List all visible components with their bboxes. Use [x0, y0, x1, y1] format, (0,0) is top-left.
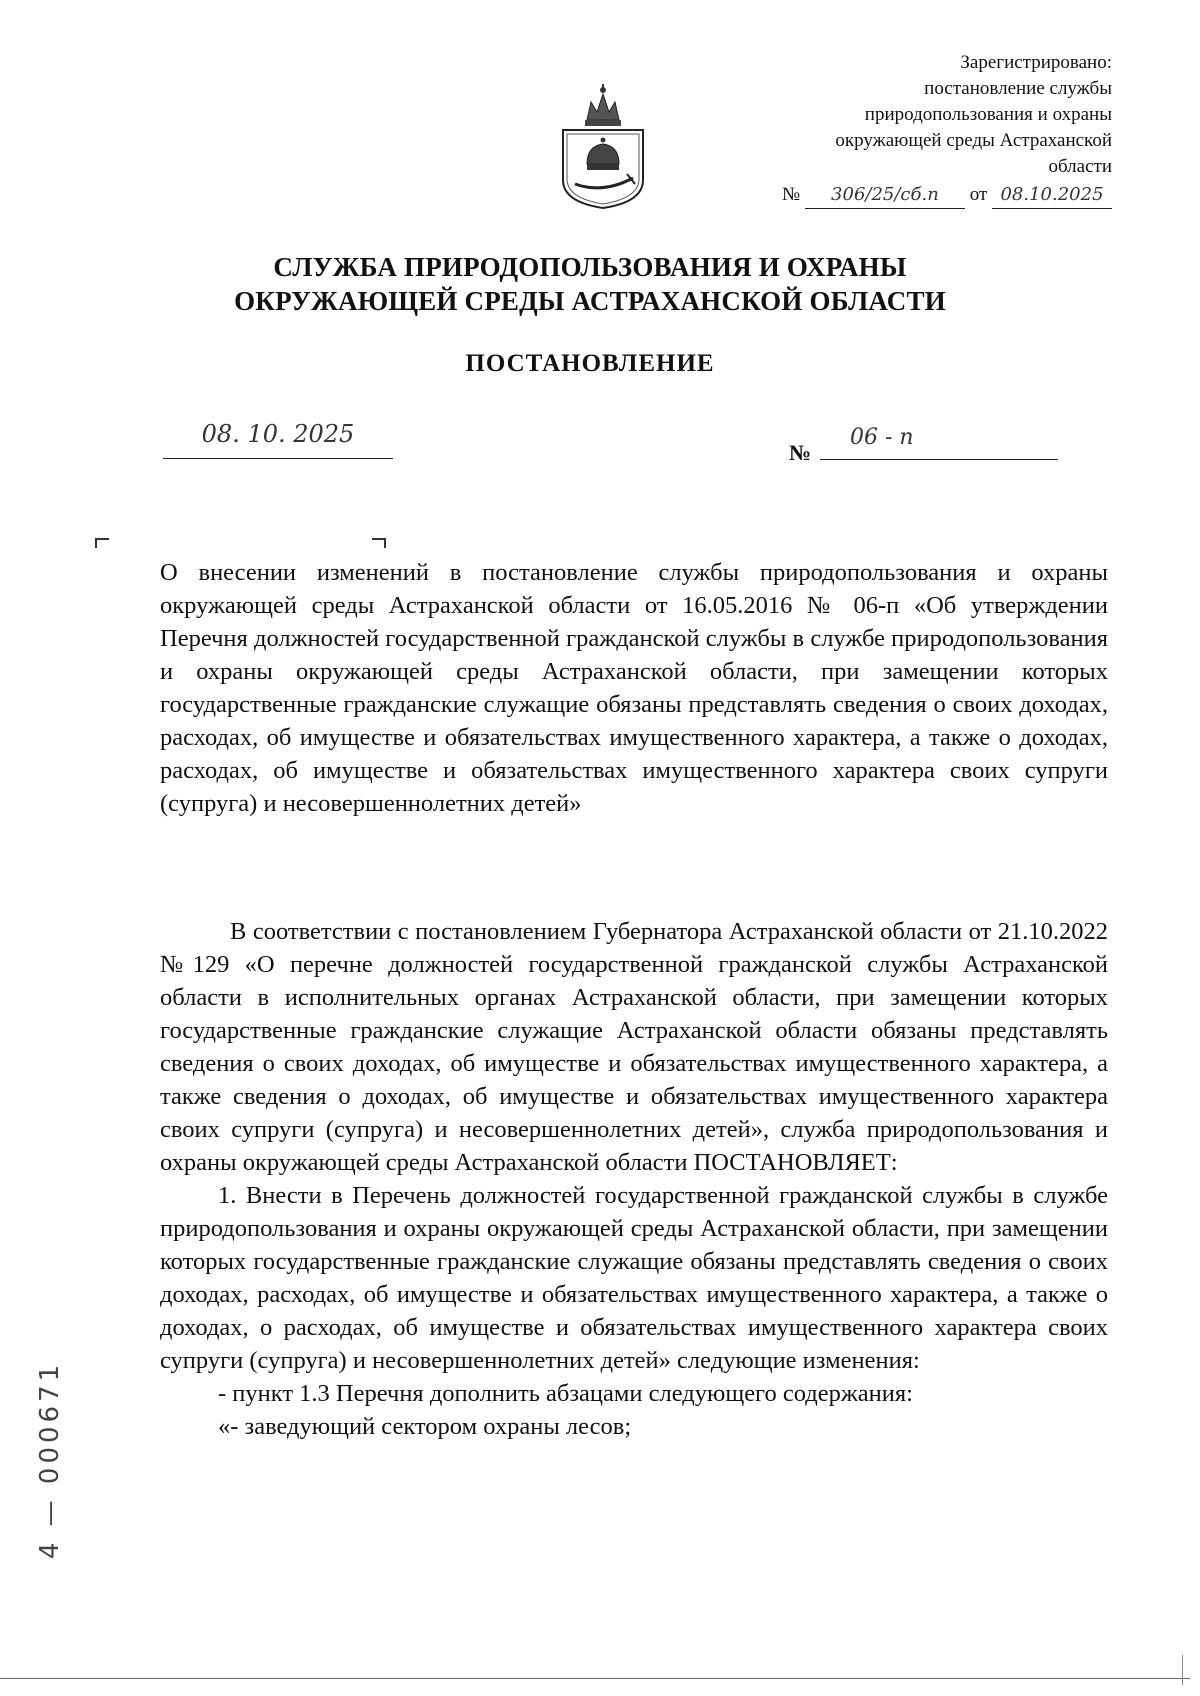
registration-line: Зарегистрировано:: [960, 52, 1112, 73]
subject-text: О внесении изменений в постановление службы природопользования и охраны окружающей среды Астраханской области от 16.05.2016 № 06-п «Об утверждении Перечня должностей государственной гражданской службы в службе природопользования и охраны окружающей среды Астраханской области, при замещении которых государственные гражданские служащие обязаны представлять сведения о своих доходах, расходах, об имуществе и обязательствах имущественного характера, а также о доходах, расходах, об имуществе и обязательствах имущественного характера своих супруги (супруга) и несовершеннолетних детей»: [160, 559, 1108, 817]
list-item: - пункт 1.3 Перечня дополнить абзацами следующего содержания:: [218, 1380, 913, 1407]
registration-line: области: [1048, 156, 1112, 177]
organization-title-line2: ОКРУЖАЮЩЕЙ СРЕДЫ АСТРАХАНСКОЙ ОБЛАСТИ: [234, 286, 946, 316]
registration-number-value: 306/25/сб.п: [805, 182, 965, 209]
document-subject: [160, 556, 1108, 820]
registration-line: природопользования и охраны: [864, 104, 1112, 125]
side-stamp-number: [30, 1330, 70, 1590]
document-date: 08. 10. 2025: [163, 420, 393, 459]
registration-date-prefix: от: [969, 184, 988, 205]
document-number-label: №: [789, 440, 812, 465]
right-scan-tick: [1182, 1655, 1183, 1685]
organization-title: [150, 250, 1030, 318]
coat-of-arms-emblem: [557, 80, 649, 210]
document-number: 06 - п: [820, 425, 1058, 460]
corner-bracket-left: [95, 538, 109, 548]
document-body: [160, 915, 1108, 1443]
side-stamp-text: 4 — 000671: [35, 1360, 65, 1560]
registration-block: [752, 50, 1112, 209]
registration-number-row: [752, 182, 1112, 209]
bottom-scan-line: [0, 1678, 1190, 1679]
registration-number-prefix: №: [782, 184, 801, 205]
document-type-heading: ПОСТАНОВЛЕНИЕ: [465, 350, 715, 377]
registration-line: окружающей среды Астраханской: [835, 130, 1112, 151]
list-item: «- заведующий сектором охраны лесов;: [218, 1413, 632, 1440]
preamble-paragraph: В соответствии с постановлением Губернатора Астраханской области от 21.10.2022 №129 «О перечне должностей государственной гражданской службы Астраханской области в исполнительных органах Астраханской области, при замещении которых государственные гражданские служащие Астраханской области обязаны представлять сведения о своих доходах, об имуществе и обязательствах имущественного характера, а также сведения о доходах, об имуществе и обязательствах имущественного характера своих супруги (супруга) и несовершеннолетних детей», служба природопользования и охраны окружающей среды Астраханской области ПОСТАНОВЛЯЕТ:: [160, 918, 1108, 1176]
clause-1-paragraph: 1. Внести в Перечень должностей государственной гражданской службы в службе природопользования и охраны окружающей среды Астраханской области, при замещении которых государственные гражданские служащие обязаны представлять сведения о своих доходах, расходах, об имуществе и обязательствах имущественного характера, а также о доходах, о расходах, об имуществе и обязательствах имущественного характера своих супруги (супруга) и несовершеннолетних детей» следующие изменения:: [160, 1182, 1108, 1374]
corner-bracket-right: [372, 538, 386, 548]
organization-title-line1: СЛУЖБА ПРИРОДОПОЛЬЗОВАНИЯ И ОХРАНЫ: [273, 252, 907, 282]
registration-line: постановление службы: [924, 78, 1112, 99]
registration-date-value: 08.10.2025: [992, 182, 1112, 209]
